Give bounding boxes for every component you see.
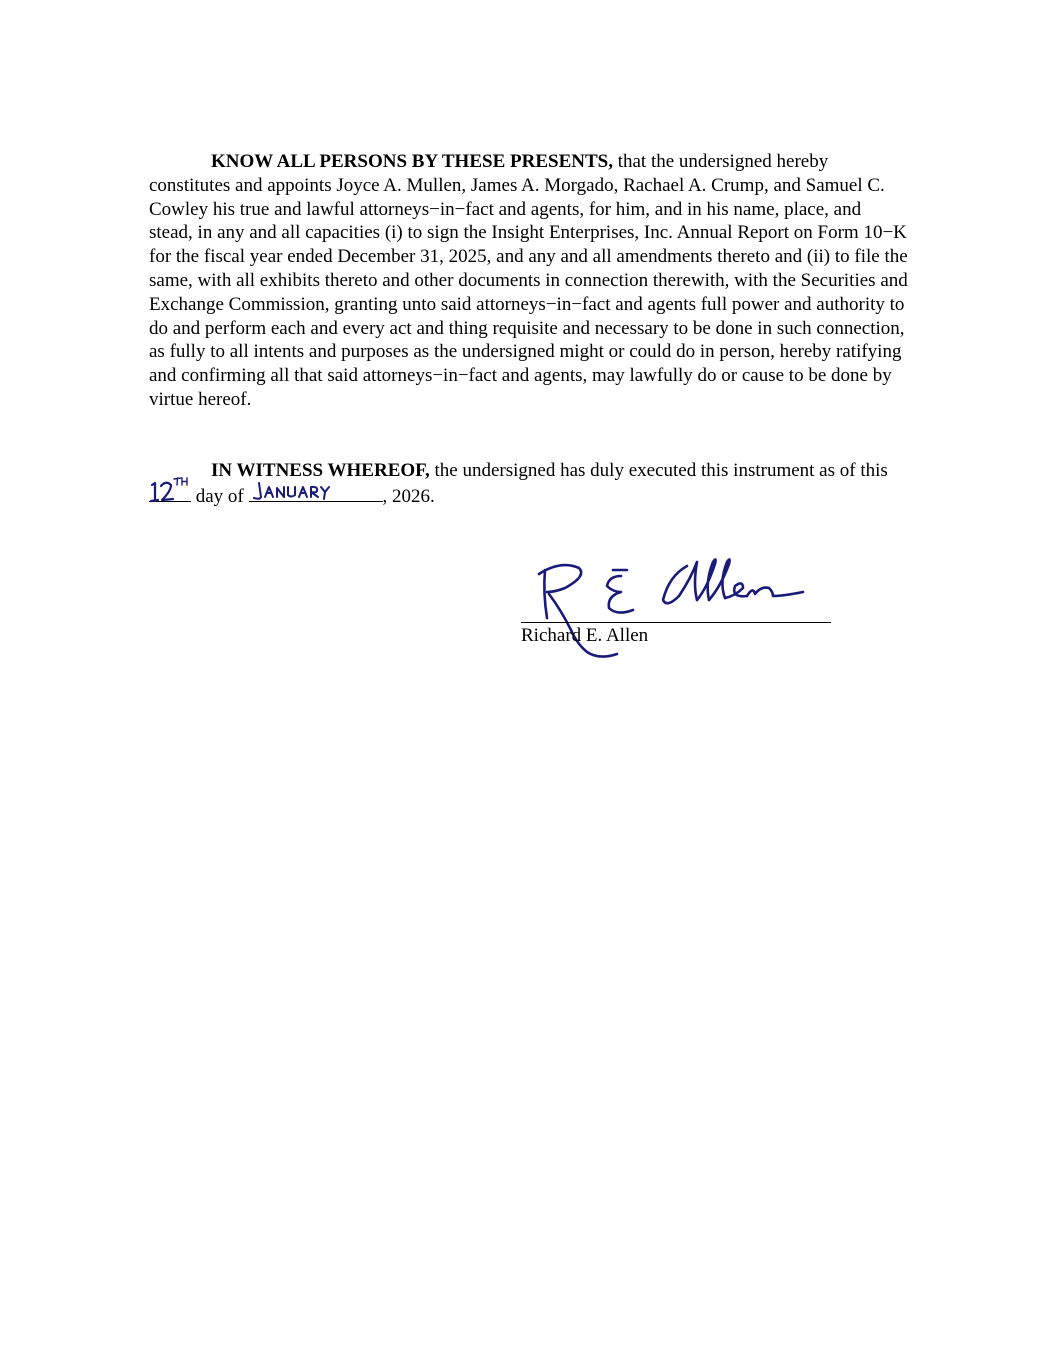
witness-day-of: day of xyxy=(195,485,249,507)
handwritten-signature xyxy=(521,548,831,668)
power-of-attorney-paragraph xyxy=(149,150,909,412)
handwritten-month xyxy=(249,475,383,505)
day-blank xyxy=(149,483,191,502)
paragraph-body: that the undersigned hereby constitutes and appoints Joyce A. Mullen, James A. Morgado, Rachael A. Crump, and Samuel C. Cowley his true and lawful attorneys−in−fact and agents, for him, and in his name, place, and stead, in any and all capacities (i) to sign the Insight Enterprises, Inc. Annual Report on Form 10−K for the fiscal year ended December 31, 2025, and any and all amendments thereto and (ii) to file the same, with all exhibits thereto and other documents in connection therewith, with the Securities and Exchange Commission, granting unto said attorneys−in−fact and agents full power and authority to do and perform each and every act and thing requisite and necessary to be done in such connection, as fully to all intents and purposes as the undersigned might or could do in person, hereby ratifying and confirming all that said attorneys−in−fact and agents, may lawfully do or cause to be done by virtue hereof. xyxy=(149,151,908,410)
witness-body-start: the undersigned has duly executed this instrument as of this xyxy=(429,460,888,481)
signature-line xyxy=(521,622,831,623)
heading-in-witness-whereof: IN WITNESS WHEREOF, xyxy=(211,460,430,481)
witness-paragraph xyxy=(149,459,909,509)
signatory-name: Richard E. Allen xyxy=(521,625,649,646)
heading-know-all-persons: KNOW ALL PERSONS BY THESE PRESENTS, xyxy=(211,151,613,172)
signature-block xyxy=(521,548,831,668)
month-blank xyxy=(249,483,383,502)
witness-year: , 2026. xyxy=(382,485,435,507)
handwritten-day xyxy=(149,475,191,505)
